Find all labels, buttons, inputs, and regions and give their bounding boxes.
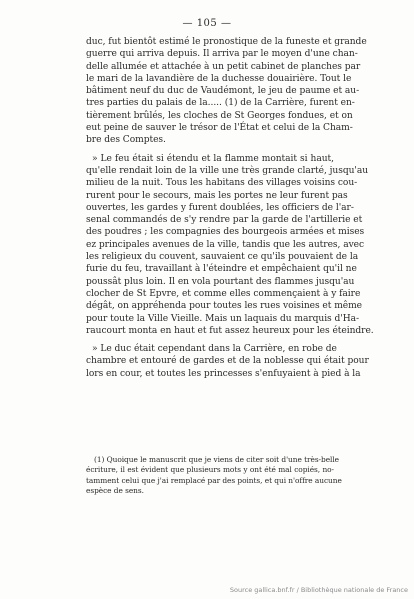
footnote-line: (1) Quoique le manuscrit que je viens de citer soit d'une très-belle xyxy=(94,455,339,464)
footnote xyxy=(86,455,342,497)
body-line: senal commandés de s'y rendre par la garde de l'artillerie et xyxy=(86,215,363,226)
body-line: ouvertes, les gardes y furent doublées, les officiers de l'ar- xyxy=(86,202,354,213)
body-line: furie du feu, travaillant à l'éteindre et empêchaient qu'il ne xyxy=(86,264,357,275)
body-line: les religieux du couvent, sauvaient ce qu'ils pouvaient de la xyxy=(86,252,359,263)
body-line: tièrement brûlés, les cloches de St Georges fondues, et on xyxy=(86,110,353,121)
body-line: pour toute la Ville Vieille. Mais un laquais du marquis d'Ha- xyxy=(86,313,360,324)
body-line: des poudres ; les compagnies des bourgeois armées et mises xyxy=(86,227,365,238)
body-line: milieu de la nuit. Tous les habitans des villages voisins cou- xyxy=(86,178,358,189)
body-line: eut peine de sauver le trésor de l'État et celui de la Cham- xyxy=(86,123,353,134)
body-line: dégât, on appréhenda pour toutes les rues voisines et même xyxy=(86,301,363,312)
footnote-line: écriture, il est évident que plusieurs mots y ont été mal copiés, no- xyxy=(86,465,334,475)
body-line: » Le duc était cependant dans la Carrière, en robe de xyxy=(92,344,337,355)
body-line: raucourt monta en haut et fut assez heureux pour les éteindre. xyxy=(86,325,374,336)
page-number: — 105 — xyxy=(182,18,232,29)
body-line: chambre et entouré de gardes et de la noblesse qui était pour xyxy=(86,356,369,367)
source-watermark: Source gallica.bnf.fr / Bibliothèque nationale de France xyxy=(229,586,408,594)
body-line: ez principales avenues de la ville, tandis que les autres, avec xyxy=(86,239,365,250)
body-line: poussât plus loin. Il en vola pourtant des flammes jusqu'au xyxy=(86,276,355,287)
body-line: clocher de St Epvre, et comme elles commençaient à y faire xyxy=(86,288,361,299)
body-line: tres parties du palais de la..... (1) de la Carrière, furent en- xyxy=(86,98,355,109)
body-text xyxy=(86,36,374,380)
body-line: duc, fut bientôt estimé le pronostique de la funeste et grande xyxy=(86,37,367,47)
footnote-divider xyxy=(86,452,334,453)
body-line: bâtiment neuf du duc de Vaudémont, le jeu de paume et au- xyxy=(86,86,360,97)
footnote-line: espèce de sens. xyxy=(86,486,144,496)
body-line: qu'elle rendait loin de la ville une très grande clarté, jusqu'au xyxy=(86,165,369,176)
body-line: le mari de la lavandière de la duchesse douairière. Tout le xyxy=(86,73,352,84)
body-line: guerre qui arriva depuis. Il arriva par le moyen d'une chan- xyxy=(86,49,358,60)
body-line: bre des Comptes. xyxy=(86,135,166,146)
footnote-line: tamment celui que j'ai remplacé par des points, et qui n'offre aucune xyxy=(86,475,342,485)
body-line: lors en cour, et toutes les princesses s'enfuyaient à pied à la xyxy=(86,368,361,379)
body-line: rurent pour le secours, mais les portes ne leur furent pas xyxy=(86,190,348,201)
body-line: » Le feu était si étendu et la flamme montait si haut, xyxy=(92,153,334,164)
body-line: delle allumée et attachée à un petit cabinet de planches par xyxy=(86,61,361,72)
